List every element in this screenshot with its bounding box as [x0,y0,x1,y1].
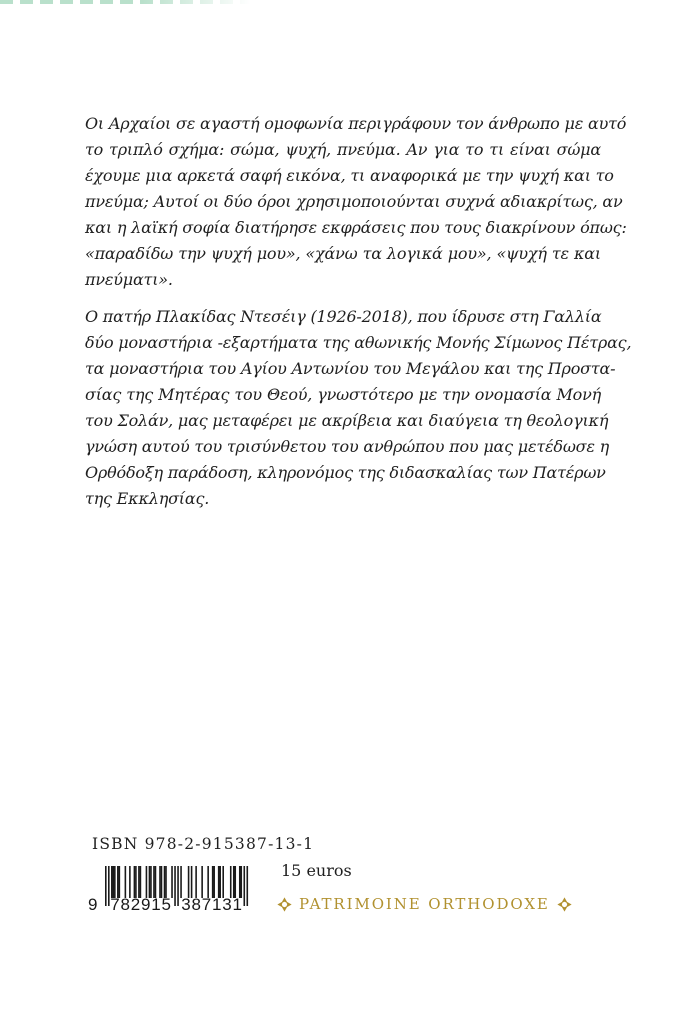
publisher-line [277,895,572,913]
isbn-text: ISBN 978-2-915387-13-1 [92,835,315,853]
barcode [88,866,268,916]
text-line: και η λαϊκή σοφία διατήρησε εκφράσεις που τους διακρίνουν όπως: [85,218,627,237]
dashed-line [0,0,258,4]
text-line: έχουμε μια αρκετά σαφή εικόνα, τι αναφορικά με την ψυχή και το [85,166,614,185]
cross-ornament-icon [557,897,572,912]
text-line: σίας της Μητέρας του Θεού, γνωστότερο με την ονομασία Μονή [85,385,601,404]
price-text: 15 euros [281,861,352,880]
text-line: Ορθόδοξη παράδοση, κληρονόμος της διδασκαλίας των Πατέρων [85,463,606,482]
barcode-digits-right: 387131 [181,895,243,914]
text-line: το τριπλό σχήμα: σώμα, ψυχή, πνεύμα. Αν για το τι είναι σώμα [85,140,601,159]
text-line: Οι Αρχαίοι σε αγαστή ομοφωνία περιγράφουν τον άνθρωπο με αυτό [85,114,627,133]
text-line: Ο πατήρ Πλακίδας Ντεσέιγ (1926-2018), που ίδρυσε στη Γαλλία [85,307,602,326]
text-line: της Εκκλησίας. [85,489,210,508]
publisher-name: PATRIMOINE ORTHODOXE [299,895,550,913]
barcode-digit-first: 9 [88,895,98,914]
text-line: του Σολάν, μας μεταφέρει με ακρίβεια και διαύγεια τη θεολογική [85,411,609,430]
paragraph [85,304,632,512]
text-line: δύο μοναστήρια -εξαρτήματα της αθωνικής Μονής Σίμωνος Πέτρας, [85,333,632,352]
paragraph [85,111,627,293]
barcode-digits-left: 782915 [110,895,172,914]
text-line: γνώση αυτού του τρισύνθετου του ανθρώπου που μας μετέδωσε η [85,437,610,456]
text-line: «παραδίδω την ψυχή μου», «χάνω τα λογικά μου», «ψυχή τε και [85,244,601,263]
text-line: πνεύμα; Αυτοί οι δύο όροι χρησιμοποιούνται συχνά αδιακρίτως, αν [85,192,623,211]
description-text [85,111,632,512]
text-line: πνεύματι». [85,270,173,289]
text-line: τα μοναστήρια του Αγίου Αντωνίου του Μεγάλου και της Προστα- [85,359,616,378]
cross-ornament-icon [277,897,292,912]
